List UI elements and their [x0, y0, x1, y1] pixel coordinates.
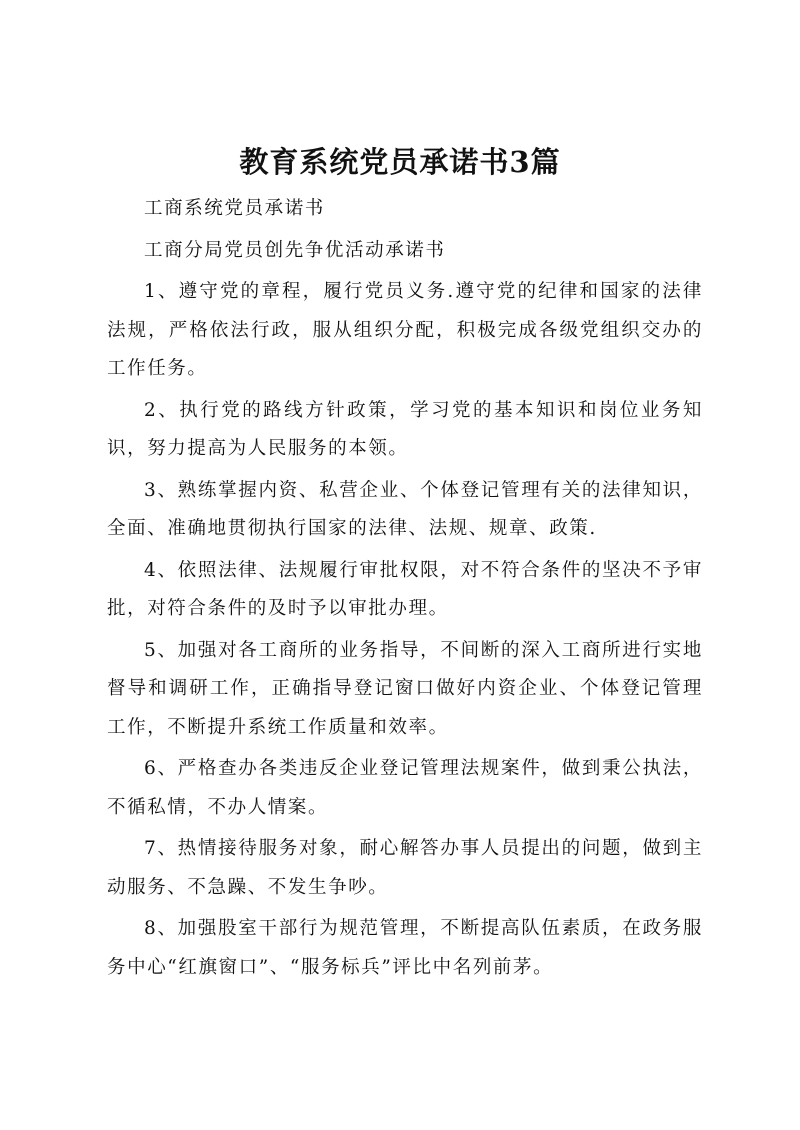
- paragraph-item-5: 5、加强对各工商所的业务指导，不间断的深入工商所进行实地督导和调研工作，正确指导登记窗口做好内资企业、个体登记管理工作，不断提升系统工作质量和效率。: [107, 639, 703, 738]
- paragraph-subtitle-2: 工商分局党员创先争优活动承诺书: [144, 239, 446, 261]
- document-body: [107, 190, 703, 990]
- paragraph-item-1: 1、遵守党的章程，履行党员义务.遵守党的纪律和国家的法律法规，严格依法行政，服从组织分配，积极完成各级党组织交办的工作任务。: [107, 281, 703, 379]
- paragraph-subtitle-1: 工商系统党员承诺书: [144, 198, 325, 219]
- paragraph-item-3: 3、熟练掌握内资、私营企业、个体登记管理有关的法律知识，全面、准确地贯彻执行国家的法律、法规、规章、政策.: [107, 479, 703, 539]
- paragraph-item-7: 7、热情接待服务对象，耐心解答办事人员提出的问题，做到主动服务、不急躁、不发生争吵。: [107, 838, 703, 898]
- paragraph-item-2: 2、执行党的路线方针政策，学习党的基本知识和岗位业务知识，努力提高为人民服务的本领。: [107, 399, 703, 459]
- paragraph-item-6: 6、严格查办各类违反企业登记管理法规案件，做到秉公执法，不循私情，不办人情案。: [107, 758, 703, 818]
- document-title: 教育系统党员承诺书3篇: [239, 145, 561, 179]
- paragraph-item-4: 4、依照法律、法规履行审批权限，对不符合条件的坚决不予审批，对符合条件的及时予以审批办理。: [107, 559, 703, 619]
- paragraph-item-8: 8、加强股室干部行为规范管理，不断提高队伍素质，在政务服务中心“红旗窗口”、“服务标兵”评比中名列前茅。: [107, 918, 703, 978]
